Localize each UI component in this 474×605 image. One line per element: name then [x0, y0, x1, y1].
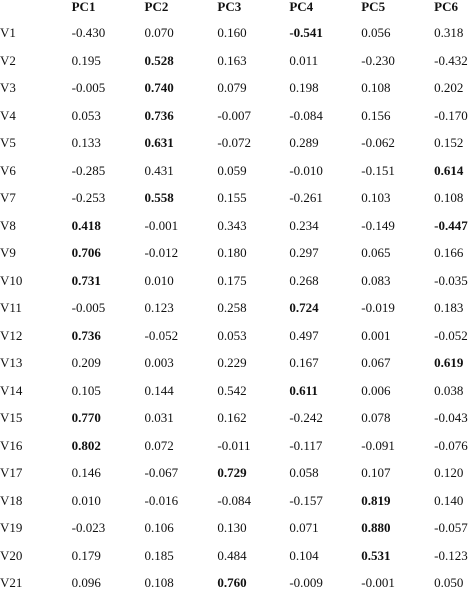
row-label: V19 [0, 520, 23, 535]
row-label: V14 [0, 382, 23, 398]
table-cell: -0.019 [361, 300, 395, 315]
row-label: V9 [0, 245, 16, 260]
table-cell: 0.083 [361, 272, 391, 288]
table-cell: -0.010 [289, 162, 323, 178]
table-cell: -0.009 [289, 575, 323, 590]
table-row [0, 129, 474, 157]
table-cell: -0.011 [217, 437, 251, 453]
table-cell: 0.175 [217, 272, 247, 288]
table-row [0, 432, 474, 460]
table-cell: -0.076 [434, 437, 468, 453]
table-cell: -0.149 [361, 217, 395, 233]
table-cell: 0.123 [144, 300, 174, 315]
table-row [0, 47, 474, 75]
table-cell: 0.096 [71, 575, 101, 590]
table-cell: 0.010 [71, 492, 101, 508]
table-cell: 0.497 [289, 327, 319, 343]
table-cell: 0.031 [144, 410, 174, 425]
table-cell: 0.065 [361, 245, 391, 260]
table-cell: -0.023 [71, 520, 106, 535]
table-cell: 0.108 [144, 575, 174, 590]
table-cell: 0.736 [144, 107, 174, 123]
table-cell: 0.140 [434, 492, 464, 508]
row-label: V12 [0, 327, 23, 343]
table-cell: 0.053 [71, 107, 101, 123]
table-cell: 0.108 [434, 190, 464, 205]
table-cell: 0.631 [144, 135, 174, 150]
table-cell: -0.084 [289, 107, 323, 123]
table-cell: -0.430 [71, 25, 106, 40]
table-cell: -0.057 [434, 520, 468, 535]
table-cell: 0.003 [144, 355, 174, 370]
header-cell-pc4: PC4 [289, 0, 314, 14]
table-cell: -0.005 [71, 300, 106, 315]
table-cell: 0.297 [289, 245, 319, 260]
row-label: V11 [0, 300, 22, 315]
table-cell: 0.108 [361, 80, 391, 95]
table-cell: 0.050 [434, 575, 464, 590]
table-cell: 0.078 [361, 410, 391, 425]
table-cell: 0.740 [144, 80, 174, 95]
table-cell: 0.130 [217, 520, 247, 535]
row-label: V10 [0, 272, 23, 288]
table-cell: 0.431 [144, 162, 174, 178]
table-row [0, 542, 474, 570]
row-label: V8 [0, 217, 16, 233]
table-cell: 0.202 [434, 80, 464, 95]
table-row [0, 569, 474, 597]
table-cell: -0.151 [361, 162, 395, 178]
table-cell: -0.052 [434, 327, 468, 343]
row-label: V6 [0, 162, 16, 178]
table-cell: -0.230 [361, 52, 395, 68]
row-label: V2 [0, 52, 16, 68]
table-row [0, 514, 474, 542]
table-cell: -0.253 [71, 190, 106, 205]
table-cell: -0.007 [217, 107, 251, 123]
table-cell: 0.209 [71, 355, 101, 370]
table-cell: 0.011 [289, 52, 319, 68]
table-cell: -0.067 [144, 465, 179, 480]
table-cell: -0.541 [289, 25, 323, 40]
table-cell: 0.558 [144, 190, 174, 205]
header-cell-pc3: PC3 [217, 0, 242, 14]
table-row [0, 157, 474, 185]
table-cell: 0.053 [217, 327, 247, 343]
table-cell: 0.166 [434, 245, 464, 260]
table-row [0, 294, 474, 322]
table-cell: 0.079 [217, 80, 247, 95]
table-cell: 0.071 [289, 520, 319, 535]
table-cell: -0.016 [144, 492, 179, 508]
table-cell: 0.484 [217, 547, 247, 563]
table-cell: 0.156 [361, 107, 391, 123]
table-cell: -0.242 [289, 410, 323, 425]
table-cell: 0.120 [434, 465, 464, 480]
table-cell: -0.091 [361, 437, 395, 453]
table-row [0, 19, 474, 47]
table-row [0, 377, 474, 405]
table-cell: 0.729 [217, 465, 247, 480]
table-cell: -0.117 [289, 437, 323, 453]
table-cell: -0.285 [71, 162, 106, 178]
table-cell: 0.880 [361, 520, 391, 535]
table-cell: 0.104 [289, 547, 319, 563]
table-cell: -0.157 [289, 492, 323, 508]
table-cell: 0.614 [434, 162, 464, 178]
table-cell: 0.528 [144, 52, 174, 68]
table-cell: -0.001 [361, 575, 395, 590]
table-cell: 0.103 [361, 190, 391, 205]
header-cell-pc5: PC5 [361, 0, 386, 14]
table-cell: 0.162 [217, 410, 247, 425]
table-row [0, 102, 474, 130]
row-label: V3 [0, 80, 16, 95]
table-cell: 0.706 [71, 245, 101, 260]
row-label: V15 [0, 410, 23, 425]
row-label: V4 [0, 107, 16, 123]
table-cell: 0.067 [361, 355, 391, 370]
table-row [0, 349, 474, 377]
table-cell: -0.261 [289, 190, 323, 205]
table-row [0, 487, 474, 515]
table-cell: 0.802 [71, 437, 101, 453]
table-cell: 0.106 [144, 520, 174, 535]
table-cell: 0.760 [217, 575, 247, 590]
row-label: V5 [0, 135, 16, 150]
table-cell: 0.619 [434, 355, 464, 370]
table-cell: 0.058 [289, 465, 319, 480]
table-cell: 0.289 [289, 135, 319, 150]
table-cell: -0.062 [361, 135, 395, 150]
table-cell: 0.258 [217, 300, 247, 315]
table-cell: -0.035 [434, 272, 468, 288]
table-cell: 0.105 [71, 382, 101, 398]
table-cell: 0.542 [217, 382, 247, 398]
header-cell-pc1: PC1 [71, 0, 96, 14]
table-cell: -0.123 [434, 547, 468, 563]
table-row [0, 74, 474, 102]
table-cell: 0.179 [71, 547, 101, 563]
table-cell: 0.144 [144, 382, 174, 398]
header-cell-pc6: PC6 [434, 0, 458, 14]
table-cell: 0.724 [289, 300, 319, 315]
row-label: V20 [0, 547, 23, 563]
table-cell: 0.167 [289, 355, 319, 370]
table-cell: 0.070 [144, 25, 174, 40]
table-cell: 0.234 [289, 217, 319, 233]
table-cell: 0.819 [361, 492, 391, 508]
header-cell-pc2: PC2 [144, 0, 169, 14]
table-cell: 0.180 [217, 245, 247, 260]
table-cell: -0.012 [144, 245, 179, 260]
table-cell: 0.001 [361, 327, 391, 343]
table-cell: 0.152 [434, 135, 464, 150]
table-cell: 0.318 [434, 25, 464, 40]
table-body [0, 19, 474, 597]
table-cell: 0.006 [361, 382, 391, 398]
table-cell: 0.146 [71, 465, 101, 480]
table-cell: 0.072 [144, 437, 174, 453]
table-cell: 0.770 [71, 410, 101, 425]
table-cell: 0.010 [144, 272, 174, 288]
row-label: V13 [0, 355, 23, 370]
table-cell: 0.531 [361, 547, 391, 563]
table-row [0, 212, 474, 240]
row-label: V17 [0, 465, 23, 480]
table-cell: 0.611 [289, 382, 318, 398]
table-cell: -0.043 [434, 410, 468, 425]
table-cell: 0.160 [217, 25, 247, 40]
table-cell: -0.170 [434, 107, 468, 123]
table-cell: 0.183 [434, 300, 464, 315]
table-cell: 0.343 [217, 217, 247, 233]
header-row [0, 0, 474, 19]
table-row [0, 239, 474, 267]
table-row [0, 322, 474, 350]
row-label: V1 [0, 25, 16, 40]
table-row [0, 404, 474, 432]
table-cell: 0.229 [217, 355, 247, 370]
row-label: V21 [0, 575, 23, 590]
table-cell: 0.107 [361, 465, 391, 480]
row-label: V16 [0, 437, 23, 453]
table-row [0, 459, 474, 487]
row-label: V7 [0, 190, 16, 205]
row-label: V18 [0, 492, 23, 508]
table-cell: -0.072 [217, 135, 251, 150]
table-cell: 0.133 [71, 135, 101, 150]
table-cell: 0.163 [217, 52, 247, 68]
table-cell: -0.052 [144, 327, 179, 343]
table-cell: 0.059 [217, 162, 247, 178]
table-cell: 0.185 [144, 547, 174, 563]
table-row [0, 267, 474, 295]
table-row [0, 184, 474, 212]
table-cell: 0.731 [71, 272, 101, 288]
table-cell: 0.038 [434, 382, 464, 398]
table-cell: 0.056 [361, 25, 391, 40]
table-cell: 0.736 [71, 327, 101, 343]
table-cell: -0.447 [434, 217, 468, 233]
table-cell: -0.084 [217, 492, 251, 508]
table-cell: 0.195 [71, 52, 101, 68]
table-cell: 0.418 [71, 217, 101, 233]
table-cell: 0.155 [217, 190, 247, 205]
table-cell: -0.005 [71, 80, 106, 95]
table-cell: 0.268 [289, 272, 319, 288]
table-cell: 0.198 [289, 80, 319, 95]
header-cell-row-label [0, 0, 72, 19]
table-cell: -0.432 [434, 52, 468, 68]
table-cell: -0.001 [144, 217, 179, 233]
